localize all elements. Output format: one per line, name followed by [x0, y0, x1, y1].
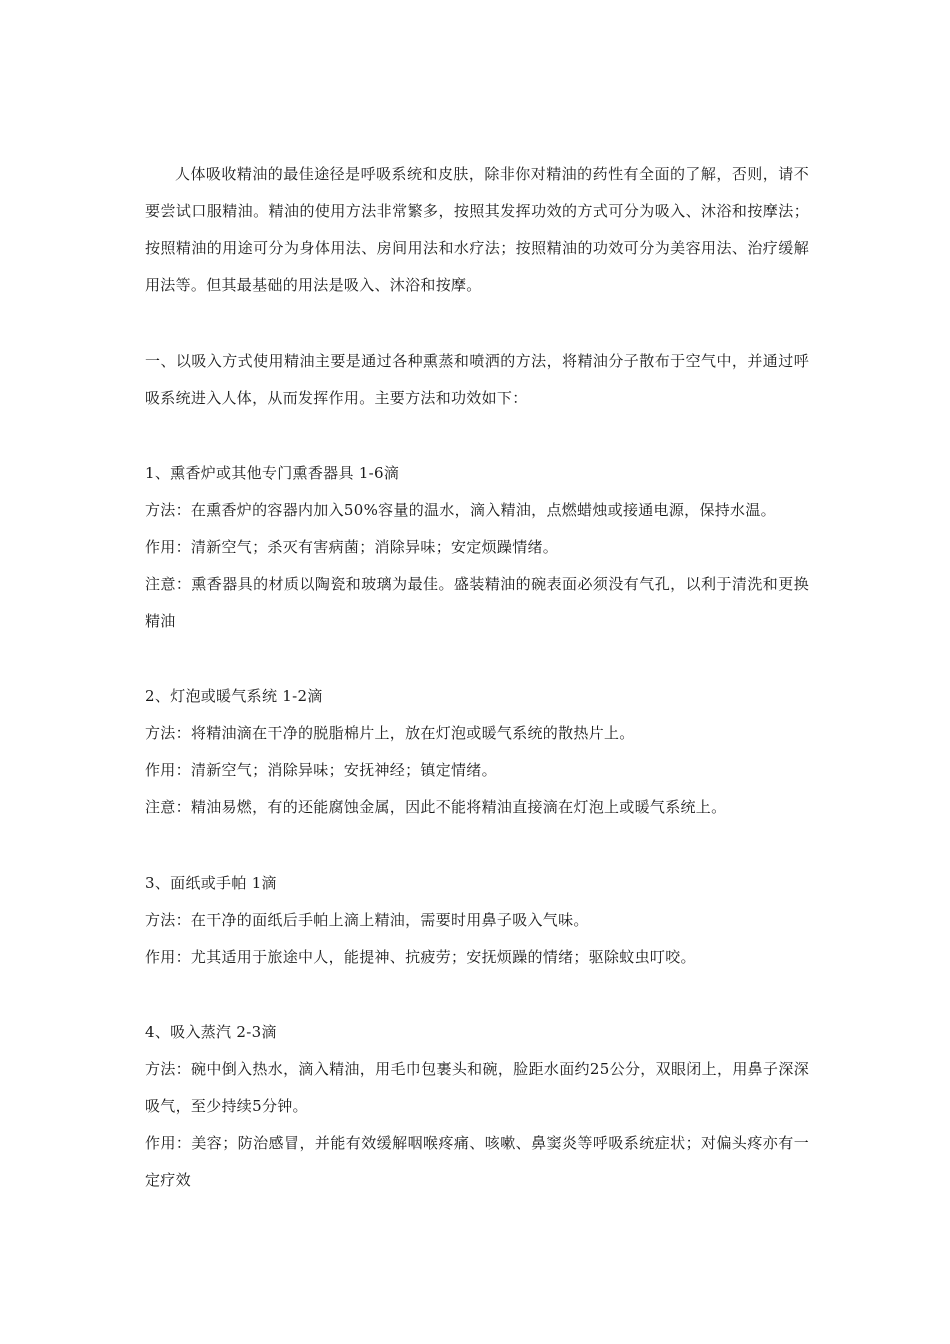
method-usage: 方法：将精油滴在干净的脱脂棉片上，放在灯泡或暖气系统的散热片上。: [145, 724, 635, 742]
method-4: [145, 1014, 809, 1199]
method-2: [145, 678, 809, 826]
method-usage: 方法：碗中倒入热水，滴入精油，用毛巾包裹头和碗，脸距水面约25公分，双眼闭上，用鼻子深深吸气，至少持续5分钟。: [145, 1060, 809, 1115]
method-3: [145, 865, 809, 976]
method-title: 2、灯泡或暖气系统 1-2滴: [145, 687, 323, 705]
method-1: [145, 455, 809, 640]
method-effect: 作用：美容；防治感冒，并能有效缓解咽喉疼痛、咳嗽、鼻窦炎等呼吸系统症状；对偏头疼亦有一定疗效: [145, 1134, 809, 1189]
section-one-intro: 一、以吸入方式使用精油主要是通过各种熏蒸和喷洒的方法，将精油分子散布于空气中，并通过呼吸系统进入人体，从而发挥作用。主要方法和功效如下：: [145, 352, 809, 407]
method-title: 1、熏香炉或其他专门熏香器具 1-6滴: [145, 464, 400, 482]
method-title: 3、面纸或手帕 1滴: [145, 874, 277, 892]
method-effect: 作用：尤其适用于旅途中人，能提神、抗疲劳；安抚烦躁的情绪；驱除蚊虫叮咬。: [145, 948, 696, 966]
method-note: 注意：熏香器具的材质以陶瓷和玻璃为最佳。盛装精油的碗表面必须没有气孔，以利于清洗和更换精油: [145, 575, 809, 630]
intro-paragraph: 人体吸收精油的最佳途径是呼吸系统和皮肤，除非你对精油的药性有全面的了解，否则，请不要尝试口服精油。精油的使用方法非常繁多，按照其发挥功效的方式可分为吸入、沐浴和按摩法；按照精油的用途可分为身体用法、房间用法和水疗法；按照精油的功效可分为美容用法、治疗缓解用法等。但其最基础的用法是吸入、沐浴和按摩。: [145, 165, 809, 294]
method-usage: 方法：在熏香炉的容器内加入50%容量的温水，滴入精油，点燃蜡烛或接通电源，保持水温。: [145, 501, 776, 519]
method-effect: 作用：清新空气；消除异味；安抚神经；镇定情绪。: [145, 761, 497, 779]
method-title: 4、吸入蒸汽 2-3滴: [145, 1023, 277, 1041]
method-note: 注意：精油易燃，有的还能腐蚀金属，因此不能将精油直接滴在灯泡上或暖气系统上。: [145, 798, 727, 816]
method-usage: 方法：在干净的面纸后手帕上滴上精油，需要时用鼻子吸入气味。: [145, 911, 589, 929]
method-effect: 作用：清新空气；杀灭有害病菌；消除异味；安定烦躁情绪。: [145, 538, 559, 556]
